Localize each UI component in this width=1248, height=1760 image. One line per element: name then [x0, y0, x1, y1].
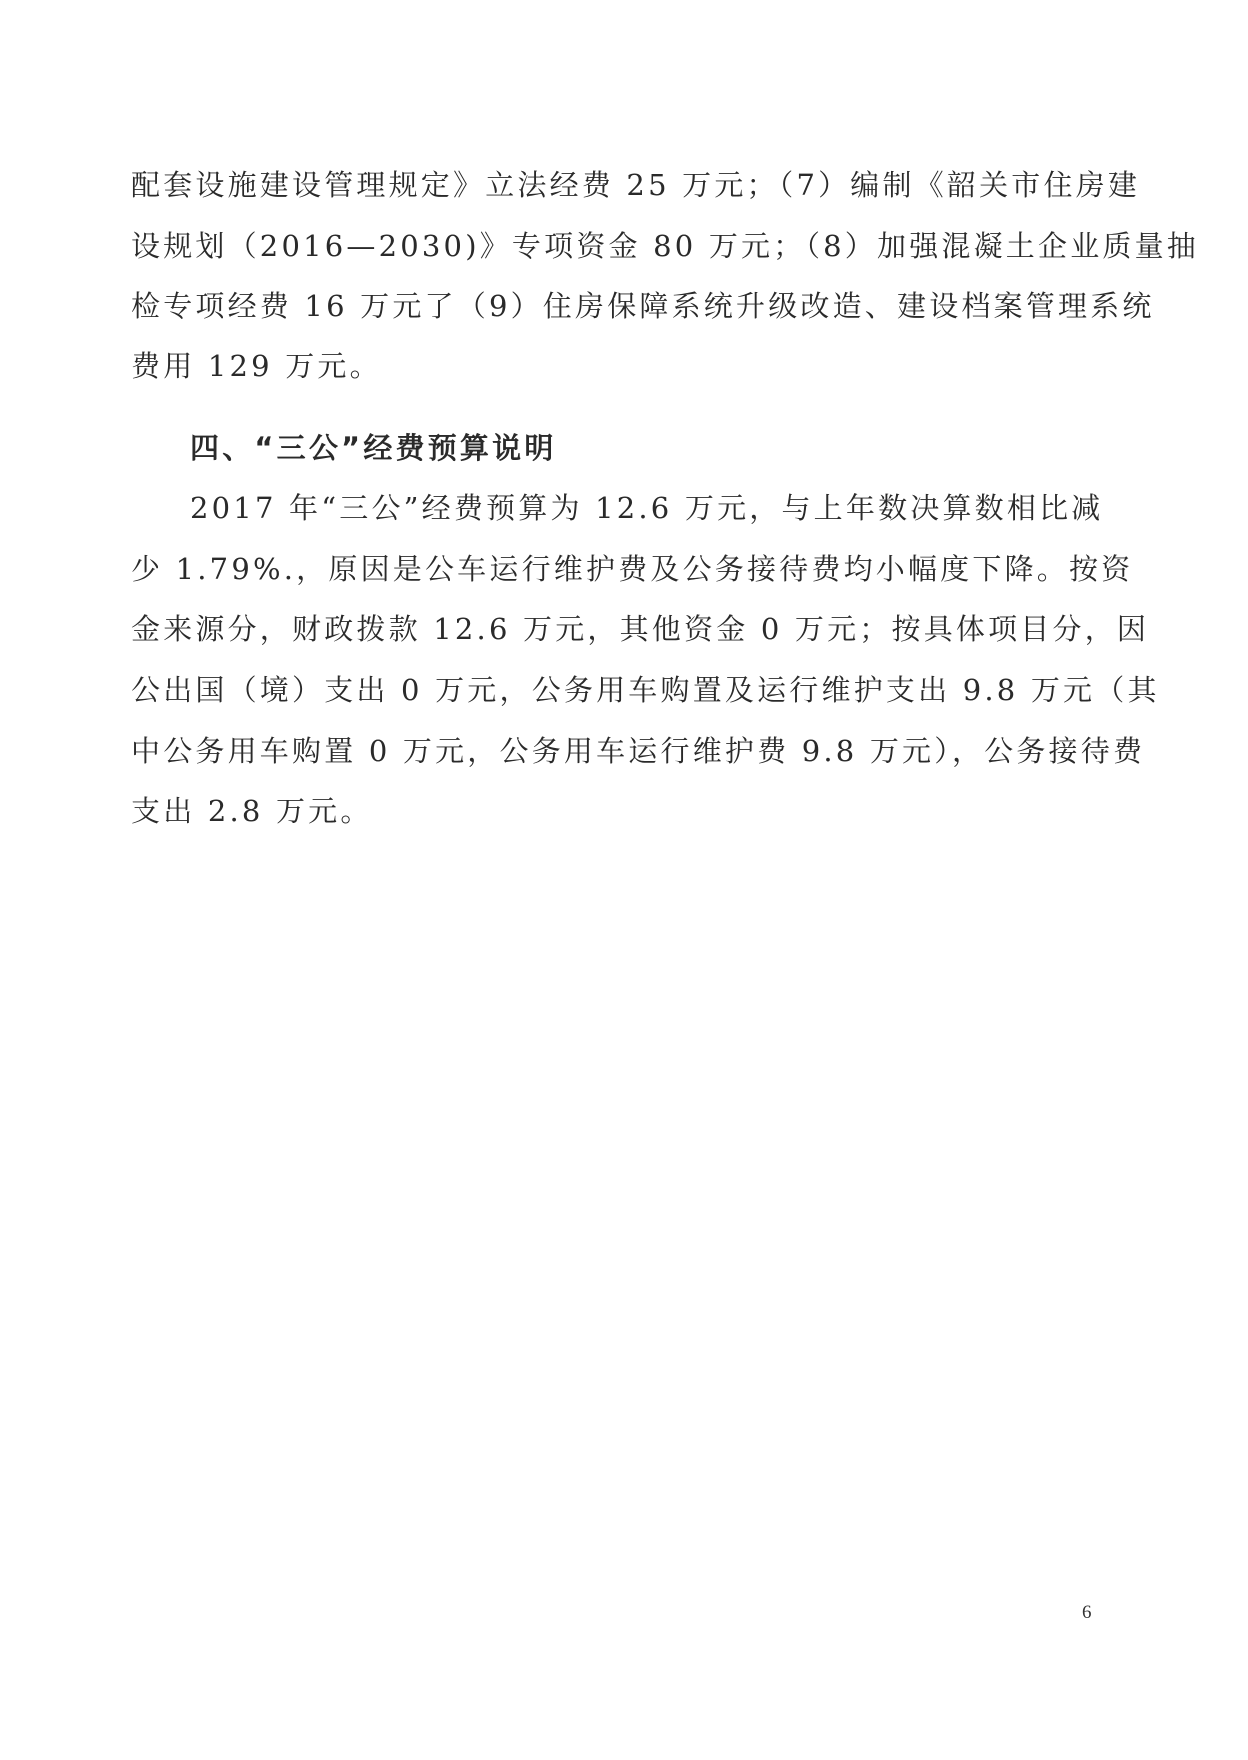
- section-heading: 四、“三公”经费预算说明: [190, 431, 557, 465]
- body-text-line: 中公务用车购置 0 万元，公务用车运行维护费 9.8 万元），公务接待费: [131, 734, 1146, 768]
- body-text-line: 设规划（2016—2030)》专项资金 80 万元；（8）加强混凝土企业质量抽: [131, 229, 1200, 263]
- body-text-line: 金来源分，财政拨款 12.6 万元，其他资金 0 万元；按具体项目分，因: [131, 612, 1150, 646]
- page-number: 6: [1082, 1602, 1092, 1623]
- body-text-line: 检专项经费 16 万元了（9）住房保障系统升级改造、建设档案管理系统: [131, 289, 1155, 323]
- body-text-line: 配套设施建设管理规定》立法经费 25 万元；（7）编制《韶关市住房建: [131, 168, 1141, 202]
- body-text-line: 支出 2.8 万元。: [131, 794, 373, 828]
- body-text-line: 少 1.79%.，原因是公车运行维护费及公务接待费均小幅度下降。按资: [131, 552, 1134, 586]
- body-text-line: 费用 129 万元。: [131, 349, 382, 383]
- body-text-line: 2017 年“三公”经费预算为 12.6 万元，与上年数决算数相比减: [190, 491, 1104, 525]
- body-text-line: 公出国（境）支出 0 万元，公务用车购置及运行维护支出 9.8 万元（其: [131, 673, 1160, 707]
